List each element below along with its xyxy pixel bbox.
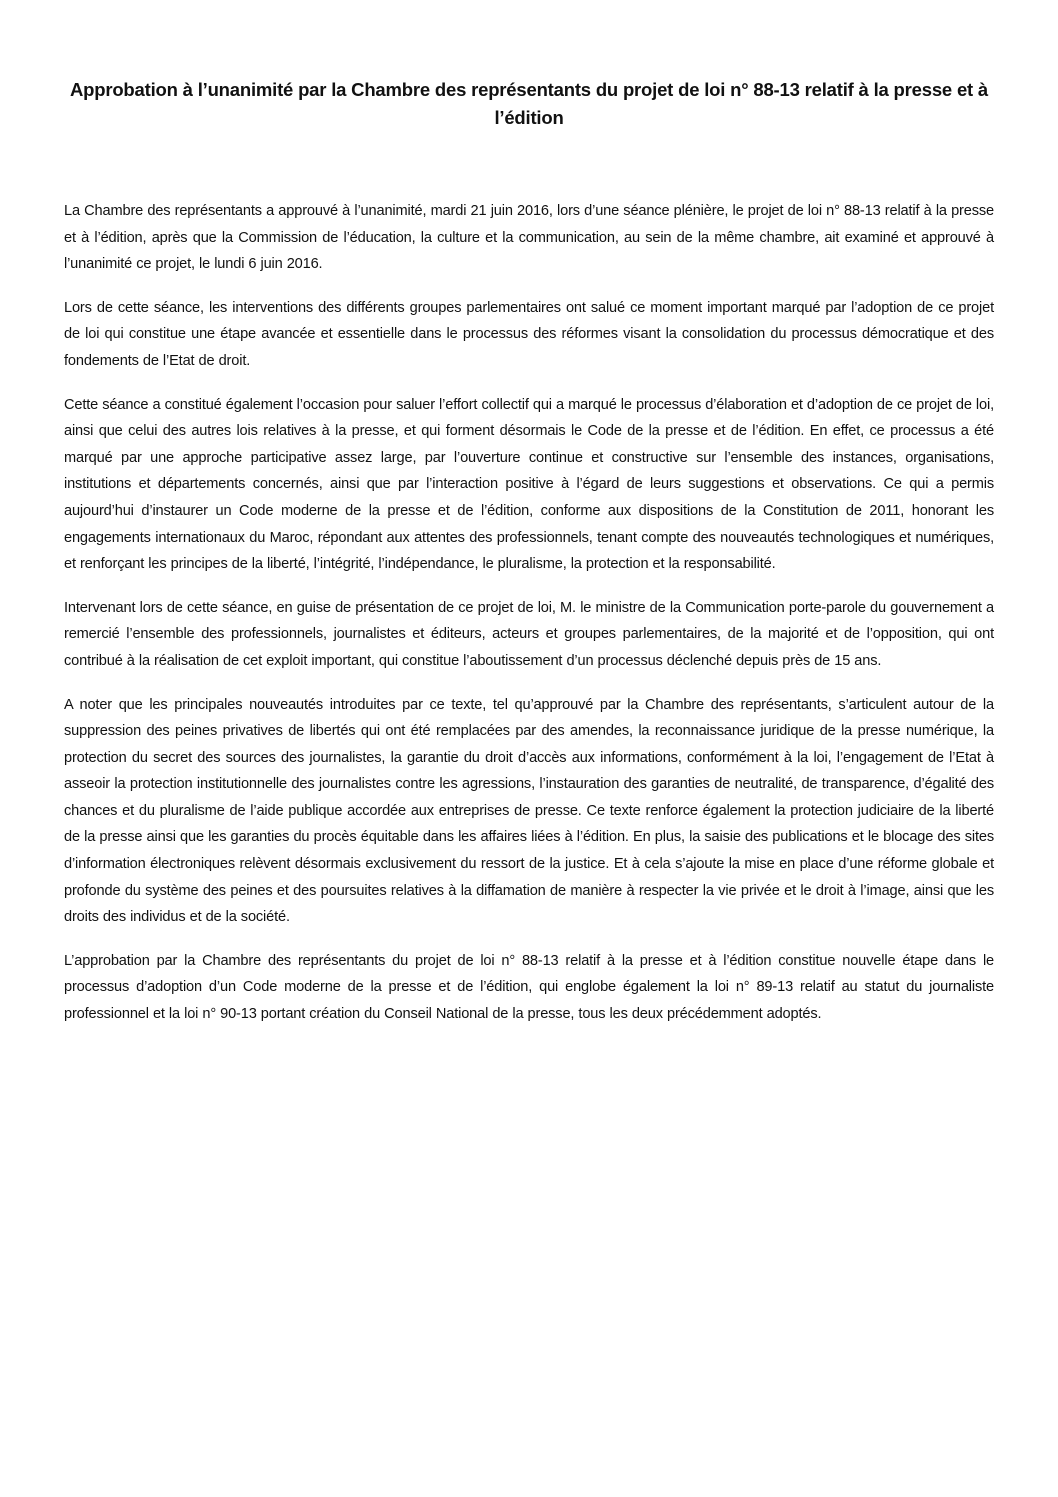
paragraph-2: Lors de cette séance, les interventions des différents groupes parlementaires ont salué ce moment important marqué par l’adoption de ce projet de loi qui constitue une étape avancée et essentielle dans le processus des réformes visant la consolidation du processus démocratique et des fondements de l’Etat de droit. <box>64 299 994 369</box>
document-body <box>64 198 994 1045</box>
paragraph-4: Intervenant lors de cette séance, en guise de présentation de ce projet de loi, M. le ministre de la Communication porte-parole du gouvernement a remercié l’ensemble des professionnels, journalistes et éditeurs, acteurs et groupes parlementaires, de la majorité et de l’opposition, qui ont contribué à la réalisation de cet exploit important, qui constitue l’aboutissement d’un processus déclenché depuis près de 15 ans. <box>64 599 994 669</box>
paragraph-6: L’approbation par la Chambre des représentants du projet de loi n° 88-13 relatif à la presse et à l’édition constitue nouvelle étape dans le processus d’adoption d’un Code moderne de la presse et de l’édition, qui englobe également la loi n° 89-13 relatif au statut du journaliste professionnel et la loi n° 90-13 portant création du Conseil National de la presse, tous les deux précédemment adoptés. <box>64 952 994 1023</box>
paragraph-5: A noter que les principales nouveautés introduites par ce texte, tel qu’approuvé par la Chambre des représentants, s’articulent autour de la suppression des peines privatives de libertés qui ont été remplacées par des amendes, la reconnaissance juridique de la presse numérique, la protection du secret des sources des journalistes, la garantie du droit d’accès aux informations, conformément à la loi, l’engagement de l’Etat à asseoir la protection institutionnelle des journalistes contre les agressions, l’instauration des garanties de neutralité, de transparence, d’égalité des chances et du pluralisme de l’aide publique accordée aux entreprises de presse. Ce texte renforce également la protection judiciaire de la liberté de la presse ainsi que les garanties du procès équitable dans les affaires liées à l’édition. En plus, la saisie des publications et le blocage des sites d’information électroniques relèvent désormais exclusivement du ressort de la justice. Et à cela s’ajoute la mise en place d’une réforme globale et profonde du système des peines et des poursuites relatives à la diffamation de manière à respecter la vie privée et le droit à l’image, ainsi que les droits des individus et de la société. <box>64 696 994 926</box>
paragraph-3: Cette séance a constitué également l’occasion pour saluer l’effort collectif qui a marqué le processus d’élaboration et d’adoption de ce projet de loi, ainsi que celui des autres lois relatives à la presse, et qui forment désormais le Code de la presse et de l’édition. En effet, ce processus a été marqué par une approche participative assez large, par l’ouverture continue et constructive sur l’ensemble des instances, organisations, institutions et départements concernés, ainsi que par l’interaction positive à l’égard de leurs suggestions et observations. Ce qui a permis aujourd’hui d’instaurer un Code moderne de la presse et de l’édition, conforme aux dispositions de la Constitution de 2011, honorant les engagements internationaux du Maroc, répondant aux attentes des professionnels, tenant compte des nouveautés technologiques et numériques, et renforçant les principes de la liberté, l’intégrité, l’indépendance, le pluralisme, la protection et la responsabilité. <box>64 396 994 573</box>
paragraph-1: La Chambre des représentants a approuvé à l’unanimité, mardi 21 juin 2016, lors d’une séance plénière, le projet de loi n° 88-13 relatif à la presse et à l’édition, après que la Commission de l’éducation, la culture et la communication, au sein de la même chambre, ait examiné et approuvé à l’unanimité ce projet, le lundi 6 juin 2016. <box>64 203 994 273</box>
document-title: Approbation à l’unanimité par la Chambre des représentants du projet de loi n° 88-13 relatif à la presse et à l’édition <box>69 79 989 128</box>
